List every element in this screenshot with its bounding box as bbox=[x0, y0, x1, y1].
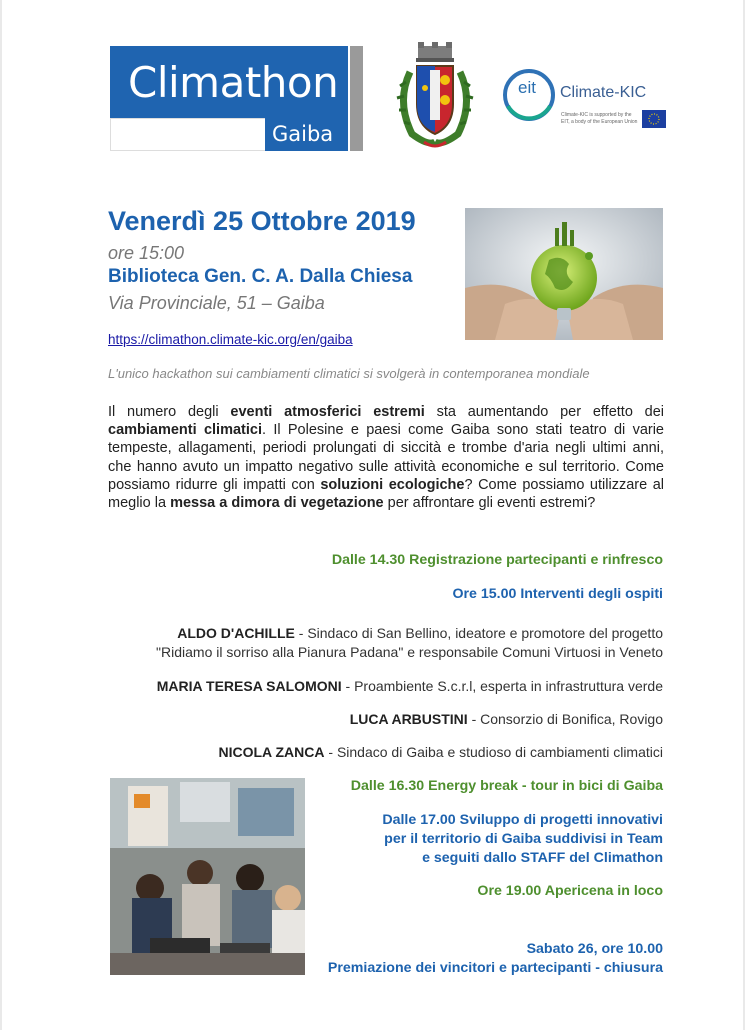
intro-bold: cambiamenti climatici bbox=[108, 422, 262, 439]
program-development-line1: Dalle 17.00 Sviluppo di progetti innovativi bbox=[382, 812, 663, 828]
climathon-logo-bar bbox=[350, 46, 363, 151]
eit-note-line1: Climate-KIC is supported by the bbox=[561, 112, 632, 118]
eu-flag-icon bbox=[642, 110, 666, 128]
intro-text: per affrontare gli eventi estremi? bbox=[383, 495, 596, 512]
speaker-name: LUCA ARBUSTINI bbox=[349, 711, 468, 727]
speaker-role: - Proambiente S.c.r.l, esperta in infrastruttura verde bbox=[341, 678, 663, 694]
program-apericena: Ore 19.00 Apericena in loco bbox=[477, 883, 663, 899]
speaker-1-role-line2: "Ridiamo il sorriso alla Pianura Padana" e responsabile Comuni Virtuosi in Veneto bbox=[156, 644, 663, 660]
event-time: ore 15:00 bbox=[108, 243, 185, 263]
speaker-role: - Sindaco di San Bellino, ideatore e promotore del progetto bbox=[294, 625, 663, 641]
climathon-logo bbox=[110, 46, 363, 151]
program-registration: Dalle 14.30 Registrazione partecipanti e rinfresco bbox=[331, 552, 663, 568]
coat-of-arms-icon bbox=[392, 42, 478, 154]
eit-label: eit bbox=[518, 78, 536, 97]
team-working-photo bbox=[110, 778, 305, 975]
intro-text: . Il Polesine e paesi come Gaiba sono stati teatro di varie tempeste, allagamenti, periodi prolungati di siccità e trombe d'aria negli ultimi anni, che hanno avuto un impatto negativo sulle attività economiche e sul territorio. Come possiamo ridurre gli impatti con bbox=[108, 422, 664, 493]
intro-text: sta aumentando per effetto dei bbox=[424, 404, 665, 420]
program-energy-break: Dalle 16.30 Energy break - tour in bici di Gaiba bbox=[350, 778, 663, 794]
speaker-2 bbox=[157, 678, 663, 694]
speaker-name: ALDO D'ACHILLE bbox=[177, 625, 295, 641]
program-closing: Premiazione dei vincitori e partecipanti - chiusura bbox=[327, 960, 663, 976]
intro-bold: messa a dimora di vegetazione bbox=[170, 495, 384, 512]
program-talks: Ore 15.00 Interventi degli ospiti bbox=[452, 586, 663, 602]
speaker-role: - Sindaco di Gaiba e studioso di cambiamenti climatici bbox=[324, 744, 663, 760]
program-development-line3: e seguiti dallo STAFF del Climathon bbox=[422, 850, 663, 866]
speaker-name: MARIA TERESA SALOMONI bbox=[156, 678, 342, 694]
intro-bold: eventi atmosferici estremi bbox=[230, 404, 425, 420]
page-edge bbox=[0, 0, 2, 1030]
eit-note-line2: EIT, a body of the European Union bbox=[561, 119, 638, 125]
climathon-logo-city: Gaiba bbox=[272, 122, 334, 146]
speaker-name: NICOLA ZANCA bbox=[218, 744, 325, 760]
speaker-4 bbox=[218, 744, 663, 760]
intro-paragraph bbox=[108, 403, 664, 512]
event-date: Venerdì 25 Ottobre 2019 bbox=[108, 206, 416, 236]
eit-climate-kic-logo bbox=[500, 66, 670, 132]
speaker-1 bbox=[177, 625, 663, 641]
climathon-logo-word: Climathon bbox=[128, 58, 339, 107]
intro-bold: soluzioni ecologiche bbox=[320, 476, 465, 493]
event-address: Via Provinciale, 51 – Gaiba bbox=[108, 293, 325, 313]
event-venue: Biblioteca Gen. C. A. Dalla Chiesa bbox=[108, 266, 413, 287]
intro-text: Il numero degli bbox=[108, 404, 231, 420]
speaker-role: - Consorzio di Bonifica, Rovigo bbox=[467, 711, 663, 727]
event-link[interactable]: https://climathon.climate-kic.org/en/gaiba bbox=[108, 332, 353, 347]
intro-text: ? Come possiamo utilizzare al meglio la bbox=[108, 476, 664, 512]
event-tagline: L'unico hackathon sui cambiamenti climatici si svolgerà in contemporanea mondiale bbox=[108, 366, 590, 381]
hands-globe-photo bbox=[465, 208, 663, 340]
program-development-line2: per il territorio di Gaiba suddivisi in Team bbox=[384, 831, 663, 847]
climate-kic-label: Climate-KIC bbox=[560, 84, 647, 101]
program-saturday: Sabato 26, ore 10.00 bbox=[526, 941, 663, 957]
speaker-3 bbox=[350, 711, 663, 727]
